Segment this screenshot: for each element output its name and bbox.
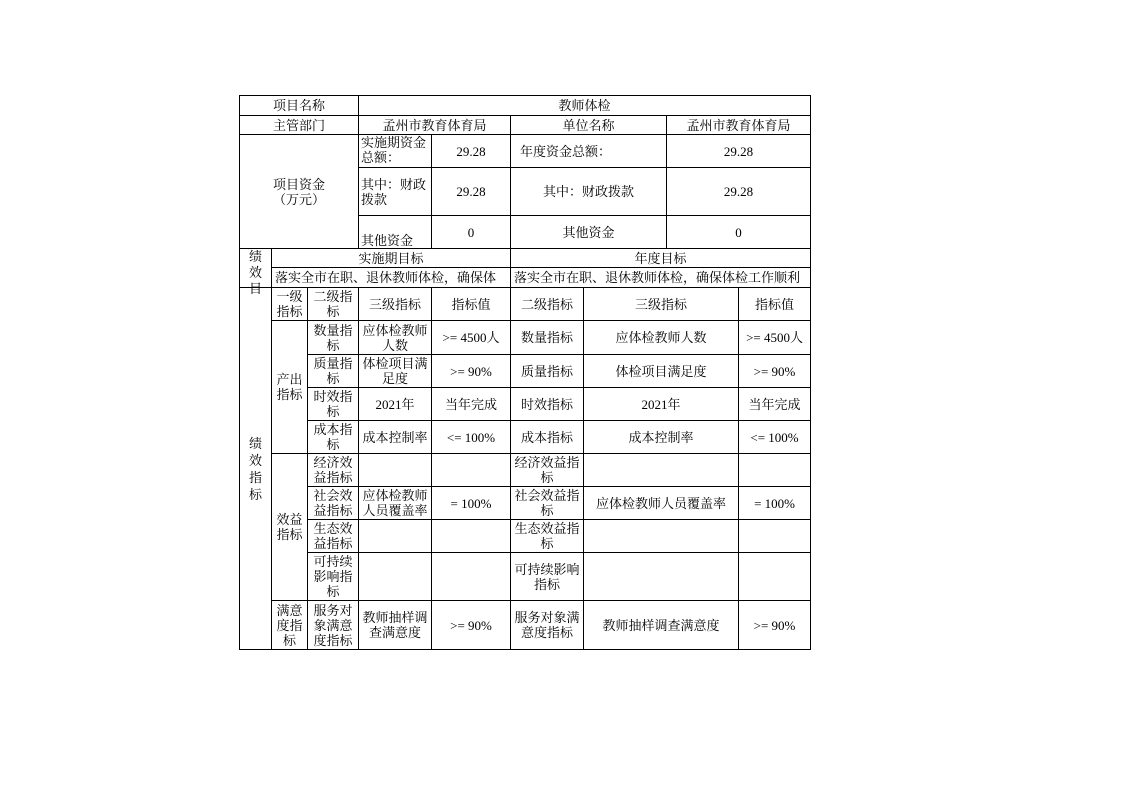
cell-level2-annual: 成本指标 xyxy=(511,421,584,454)
cell-level2: 时效指标 xyxy=(308,388,359,421)
cell-level3-annual: 成本控制率 xyxy=(584,421,739,454)
cell-value: >= 90% xyxy=(432,601,511,650)
table-row xyxy=(240,321,811,355)
cell-level2: 服务对象满意度指标 xyxy=(308,601,359,650)
cell-value-annual: >= 90% xyxy=(739,601,811,650)
funds-annual-label: 其中：财政拨款 xyxy=(511,168,667,216)
goals-annual-text: 落实全市在职、退休教师体检，确保体检工作顺利 xyxy=(511,268,811,288)
funds-period-label: 其他资金 xyxy=(359,216,432,249)
cell-level3-annual: 体检项目满足度 xyxy=(584,355,739,388)
table-row xyxy=(240,487,811,520)
goals-period-text: 落实全市在职、退休教师体检，确保体 xyxy=(272,268,511,288)
row-indicator-header xyxy=(240,288,811,321)
funds-annual-value: 29.28 xyxy=(667,135,811,168)
cell-level3-annual xyxy=(584,454,739,487)
cell-level2: 可持续影响指标 xyxy=(308,553,359,601)
cell-level2-annual: 质量指标 xyxy=(511,355,584,388)
cell-value: <= 100% xyxy=(432,421,511,454)
cell-level2: 经济效益指标 xyxy=(308,454,359,487)
cell-level3 xyxy=(359,520,432,553)
cell-level2: 生态效益指标 xyxy=(308,520,359,553)
table-row xyxy=(240,520,811,553)
header-level1: 一级指标 xyxy=(272,288,308,321)
cell-value-annual xyxy=(739,553,811,601)
unit-label: 单位名称 xyxy=(511,116,667,135)
cell-value-annual: <= 100% xyxy=(739,421,811,454)
funds-label: 项目资金 xyxy=(273,176,326,192)
performance-target-table xyxy=(239,95,811,650)
cell-value-annual: >= 4500人 xyxy=(739,321,811,355)
cell-level2-annual: 数量指标 xyxy=(511,321,584,355)
funds-period-value: 29.28 xyxy=(432,135,511,168)
header-level2-annual: 二级指标 xyxy=(511,288,584,321)
cell-level3 xyxy=(359,454,432,487)
header-level3: 三级指标 xyxy=(359,288,432,321)
row-goals-text xyxy=(240,268,811,288)
cell-level3-annual xyxy=(584,520,739,553)
table-row xyxy=(240,454,811,487)
cell-level2-annual: 生态效益指标 xyxy=(511,520,584,553)
funds-period-value: 29.28 xyxy=(432,168,511,216)
cell-value xyxy=(432,520,511,553)
funds-annual-label: 其他资金 xyxy=(511,216,667,249)
cell-level2-annual: 可持续影响指标 xyxy=(511,553,584,601)
dept-label: 主管部门 xyxy=(240,116,359,135)
cell-level3: 应体检教师人数 xyxy=(359,321,432,355)
unit-value: 孟州市教育体育局 xyxy=(667,116,811,135)
cell-value: 当年完成 xyxy=(432,388,511,421)
cell-level3 xyxy=(359,553,432,601)
header-level3-annual: 三级指标 xyxy=(584,288,739,321)
goals-label: 绩效目 xyxy=(248,249,262,296)
cell-level3-annual: 教师抽样调查满意度 xyxy=(584,601,739,650)
cell-level2: 社会效益指标 xyxy=(308,487,359,520)
dept-value: 孟州市教育体育局 xyxy=(359,116,511,135)
cell-level3-annual: 2021年 xyxy=(584,388,739,421)
cell-level3: 应体检教师人员覆盖率 xyxy=(359,487,432,520)
cell-level2: 成本指标 xyxy=(308,421,359,454)
funds-annual-value: 29.28 xyxy=(667,168,811,216)
goals-label-cell xyxy=(240,249,272,296)
header-value: 指标值 xyxy=(432,288,511,321)
cell-level3: 教师抽样调查满意度 xyxy=(359,601,432,650)
cell-value-annual xyxy=(739,520,811,553)
indicators-label: 绩效指标 xyxy=(248,435,262,502)
cell-value: = 100% xyxy=(432,487,511,520)
cell-level2-annual: 社会效益指标 xyxy=(511,487,584,520)
goals-annual-header: 年度目标 xyxy=(511,249,811,268)
cell-value-annual: >= 90% xyxy=(739,355,811,388)
cell-level2-annual: 经济效益指标 xyxy=(511,454,584,487)
funds-label-cell xyxy=(240,135,359,249)
project-name-label: 项目名称 xyxy=(240,96,359,116)
cell-value: >= 4500人 xyxy=(432,321,511,355)
cell-level3-annual: 应体检教师人数 xyxy=(584,321,739,355)
table-row xyxy=(240,601,811,650)
indicators-label-cell xyxy=(240,288,272,650)
project-name-value: 教师体检 xyxy=(359,96,811,116)
header-value-annual: 指标值 xyxy=(739,288,811,321)
cell-level2-annual: 服务对象满意度指标 xyxy=(511,601,584,650)
table-row xyxy=(240,421,811,454)
cell-level3: 成本控制率 xyxy=(359,421,432,454)
row-project-name xyxy=(240,96,811,116)
funds-period-label: 实施期资金总额： xyxy=(359,135,432,168)
cell-value: >= 90% xyxy=(432,355,511,388)
cell-value-annual: 当年完成 xyxy=(739,388,811,421)
group-level1: 产出指标 xyxy=(272,321,308,454)
group-level1: 满意度指标 xyxy=(272,601,308,650)
row-goals-header xyxy=(240,249,811,268)
funds-period-value: 0 xyxy=(432,216,511,249)
row-department xyxy=(240,116,811,135)
table-row xyxy=(240,355,811,388)
row-funds-total xyxy=(240,135,811,168)
table-row xyxy=(240,388,811,421)
header-level2: 二级指标 xyxy=(308,288,359,321)
cell-level3-annual xyxy=(584,553,739,601)
cell-level3: 2021年 xyxy=(359,388,432,421)
funds-annual-label: 年度资金总额： xyxy=(511,135,667,168)
table-row xyxy=(240,553,811,601)
cell-level2: 质量指标 xyxy=(308,355,359,388)
cell-value-annual: = 100% xyxy=(739,487,811,520)
cell-value xyxy=(432,553,511,601)
funds-unit: （万元） xyxy=(273,191,326,207)
cell-level3-annual: 应体检教师人员覆盖率 xyxy=(584,487,739,520)
group-level1: 效益指标 xyxy=(272,454,308,601)
goals-period-header: 实施期目标 xyxy=(272,249,511,268)
cell-level3: 体检项目满足度 xyxy=(359,355,432,388)
cell-value xyxy=(432,454,511,487)
cell-value-annual xyxy=(739,454,811,487)
funds-annual-value: 0 xyxy=(667,216,811,249)
cell-level2-annual: 时效指标 xyxy=(511,388,584,421)
funds-period-label: 其中：财政拨款 xyxy=(359,168,432,216)
cell-level2: 数量指标 xyxy=(308,321,359,355)
